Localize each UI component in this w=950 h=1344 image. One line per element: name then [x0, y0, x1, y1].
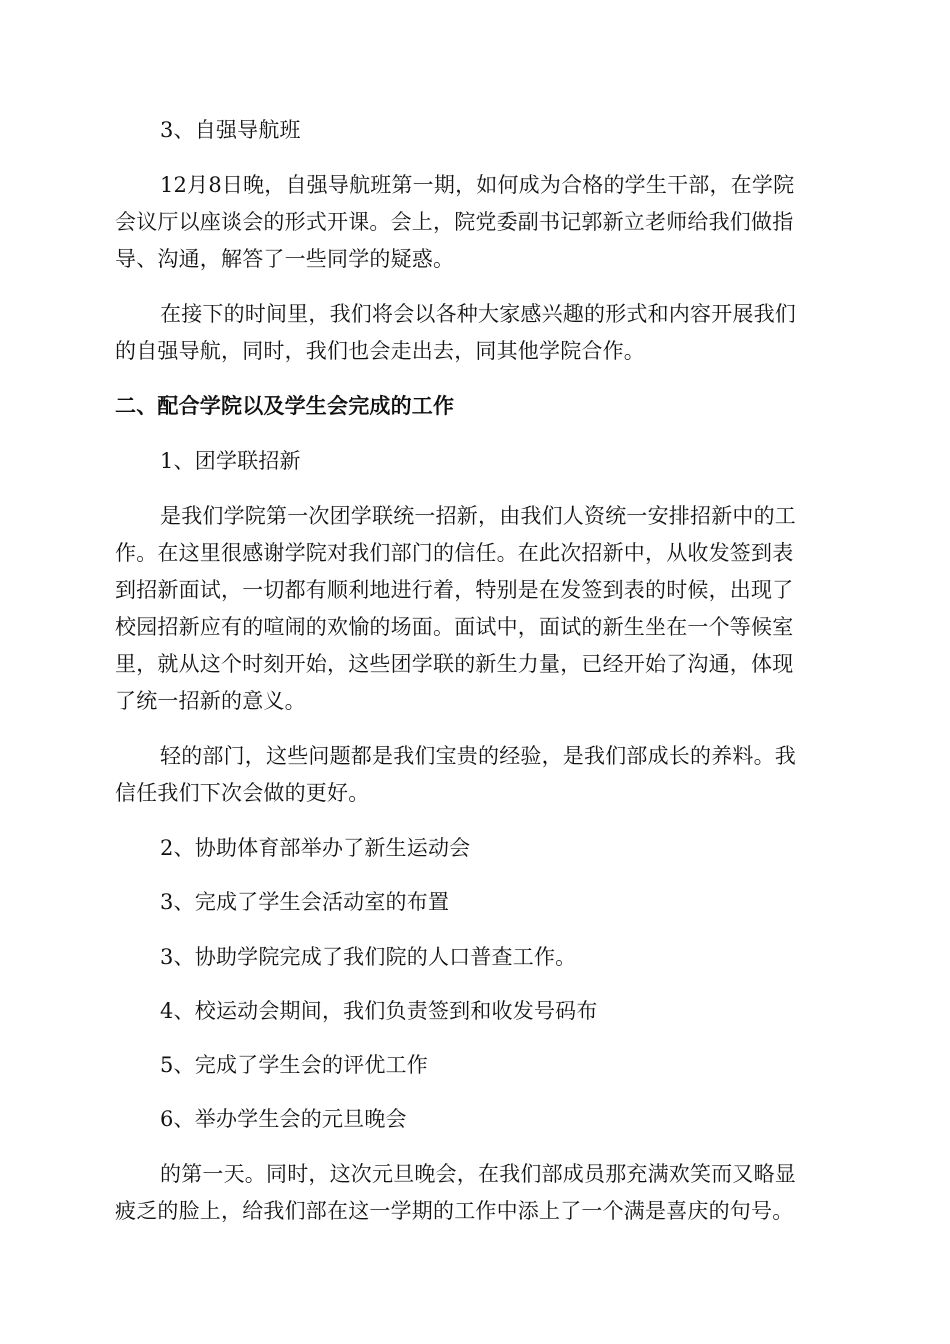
paragraph-line: 是我们学院第一次团学联统一招新，由我们人资统一安排招新中的工: [160, 504, 796, 528]
paragraph-line: 导、沟通，解答了一些同学的疑惑。: [115, 247, 455, 271]
paragraph-line: 在接下的时间里，我们将会以各种大家感兴趣的形式和内容开展我们: [160, 302, 796, 326]
list-item: 5、完成了学生会的评优工作: [160, 1053, 428, 1077]
list-item: 4、校运动会期间，我们负责签到和收发号码布: [160, 999, 598, 1023]
paragraph-line: 会议厅以座谈会的形式开课。会上，院党委副书记郭新立老师给我们做指: [115, 210, 794, 234]
list-item: 6、举办学生会的元旦晚会: [160, 1107, 407, 1131]
paragraph-line: 12月8日晚，自强导航班第一期，如何成为合格的学生干部，在学院: [160, 173, 795, 197]
item-1-title: 1、团学联招新: [160, 449, 301, 473]
list-item: 3、完成了学生会活动室的布置: [160, 890, 450, 914]
list-item: 2、协助体育部举办了新生运动会: [160, 836, 471, 860]
paragraph-line: 的自强导航，同时，我们也会走出去，同其他学院合作。: [115, 339, 645, 363]
paragraph-line: 了统一招新的意义。: [115, 689, 306, 713]
paragraph-line: 校园招新应有的喧闹的欢愉的场面。面试中，面试的新生坐在一个等候室: [115, 615, 794, 639]
paragraph-line: 信任我们下次会做的更好。: [115, 781, 370, 805]
paragraph-line: 疲乏的脸上，给我们部在这一学期的工作中添上了一个满是喜庆的句号。: [115, 1199, 794, 1223]
paragraph-line: 到招新面试，一切都有顺利地进行着，特别是在发签到表的时候，出现了: [115, 578, 794, 602]
list-item: 3、协助学院完成了我们院的人口普查工作。: [160, 945, 577, 969]
paragraph-line: 作。在这里很感谢学院对我们部门的信任。在此次招新中，从收发签到表: [115, 541, 794, 565]
item-3-title: 3、自强导航班: [160, 118, 301, 142]
paragraph-line: 里，就从这个时刻开始，这些团学联的新生力量，已经开始了沟通，体现: [115, 652, 794, 676]
paragraph-line: 的第一天。同时，这次元旦晚会，在我们部成员那充满欢笑而又略显: [160, 1162, 796, 1186]
section-2-heading: 二、配合学院以及学生会完成的工作: [115, 393, 455, 418]
paragraph-line: 轻的部门，这些问题都是我们宝贵的经验，是我们部成长的养料。我: [160, 744, 796, 768]
